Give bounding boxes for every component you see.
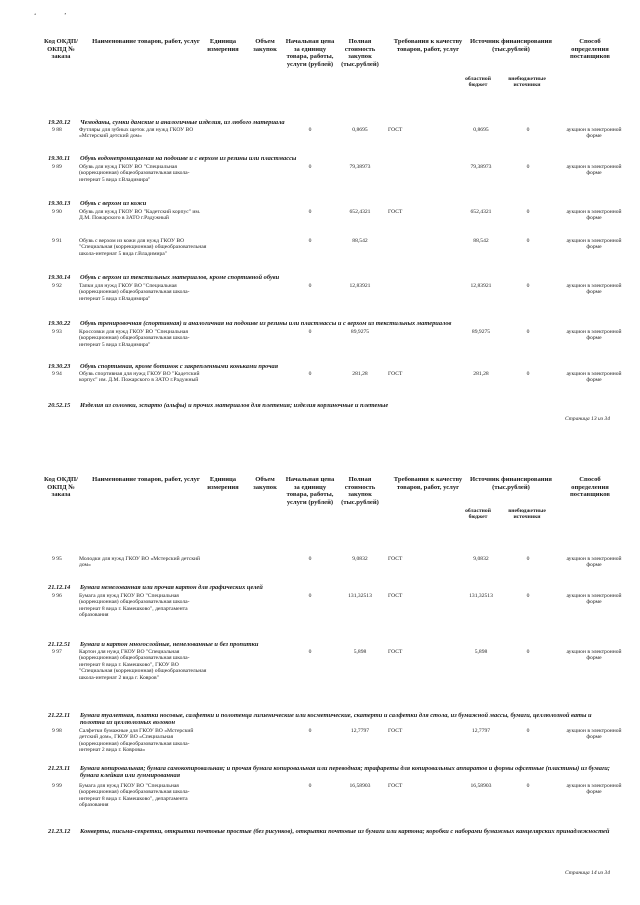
scan-mark-right: ’ [64, 12, 67, 20]
header-method: Способ определения поставщиков [570, 38, 610, 61]
header-code: Код ОКДП/ ОКПД № заказа [44, 38, 78, 61]
header-requirements: Требования к качеству товаров, работ, услуг [393, 38, 463, 53]
header-volume: Объем закупок [253, 38, 277, 53]
header-name: Наименование товаров, работ, услуг [92, 38, 200, 45]
header-method: Способ определения поставщиков [570, 476, 610, 499]
scan-mark-left: ‘ [34, 12, 37, 20]
header-unit: Единица измерения [207, 38, 239, 53]
header-volume: Объем закупок [253, 476, 277, 491]
document-page-13: Код ОКДП/ ОКПД № заказа Наименование товаров, работ, услуг Единица измерения Объем закупок Начальная цена за единицу товара, работы, услуги (рублей) Полная стоимость закупок (тыс.рублей) Требования к качеству товаров, работ, услуг Источник финансирования (тыс.рублей) Способ определения поставщиков областной бюджет внебюджетные источники 19.20.12 Чемоданы, сумки дамские и аналогичные изделия, из любого материала 9 88 Футляры для зубных щеток для нужд ГКОУ ВО «Мстерский детский дом» 0 0,8695 ГОСТ 0,8695 0 аукцион в электронной форме 19.30.11 Обувь водонепроницаемая на подошве и с верхом из резины или пластмассы 9 89 Обувь для нужд ГКОУ ВО "Специальная (коррекционная) общеобразовательная школа-интернат 5 вида г.Владимира" 0 79,38973 79,38973 0 аукцион в электронной форме 19.30.13 Обувь с верхом из кожи 9 90 Обувь для нужд ГКОУ ВО "Кадетский корпус" им. Д.М. Пожарского в ЗАТО г.Радужный 0 652,4321 ГОСТ 652,4321 0 аукцион в электронной форме 9 91 Обувь с верхом из кожи для нужд ГКОУ ВО "Специальная (коррекционная) общеобразовательная школа-интернат 5 вида г.Владимира" 0 88,542 88,542 0 аукцион в электронной форме 19.30.14 Обувь с верхом из текстильных материалов, кроме спортивной обуви 9 92 Тапки для нужд ГКОУ ВО "Специальная (коррекционная) общеобразовательная школа-интернат 5 вида г.Владимира" 0 12,83921 12,83921 0 аукцион в электронной форме 19.30.22 Обувь тренировочная (спортивная) и аналогичная на подошве из резины или пластмассы и с верхом из текстильных материалов 9 93 Кроссовки для нужд ГКОУ ВО "Специальная (коррекционная) общеобразовательная школа-интернат 5 вида г.Владимира" 0 89,9275 89,9275 0 аукцион в электронной форме 19.30.23 Обувь спортивная, кроме ботинок с закрепленными коньками прочая 9 94 Обувь спортивная для нужд ГКОУ ВО "Кадетский корпус" им. Д.М. Пожарского в ЗАТО г.Радужный 0 281,28 ГОСТ 281,28 0 аукцион в электронной форме 20.52.15 Изделия из соломки, эспарто (альфы) и прочих материалов для плетения; изделия корзиночные и плетеные Страница 13 из 34 [0, 0, 640, 430]
header-source: Источник финансирования (тыс.рублей) [470, 38, 552, 53]
header-requirements: Требования к качеству товаров, работ, услуг [393, 476, 463, 491]
page-number: Страница 14 из 34 [564, 870, 610, 876]
header-total: Полная стоимость закупок (тыс.рублей) [341, 38, 379, 68]
header-price: Начальная цена за единицу товара, работы, услуги (рублей) [285, 476, 335, 506]
header-price: Начальная цена за единицу товара, работы, услуги (рублей) [285, 38, 335, 68]
header-total: Полная стоимость закупок (тыс.рублей) [341, 476, 379, 506]
header-source-regional: областной бюджет [465, 508, 491, 521]
header-unit: Единица измерения [207, 476, 239, 491]
document-page-14: Код ОКДП/ ОКПД № заказа Наименование товаров, работ, услуг Единица измерения Объем закупок Начальная цена за единицу товара, работы, услуги (рублей) Полная стоимость закупок (тыс.рублей) Требования к качеству товаров, работ, услуг Источник финансирования (тыс.рублей) Способ определения поставщиков областной бюджет внебюджетные источники 9 95 Молодки для нужд ГКОУ ВО «Мстерский детский дом» 0 9,0832 ГОСТ 9,0832 0 аукцион в электронной форме 21.12.14 Бумага немелованная или прочая картон для графических целей 9 96 Бумага для нужд ГКОУ ВО "Специальная (коррекционная) общеобразовательная школа-интернат 8 вида г. Камешково", департамента образования 0 131,32513 ГОСТ 131,32513 0 аукцион в электронной форме 21.12.51 Бумага и картон многослойные, немелованные и без пропитки 9 97 Картон для нужд ГКОУ ВО "Специальная (коррекционная) общеобразовательная школа-интернат 8 вида г. Камешково", ГКОУ ВО "Специальная (коррекционная) общеобразовательная школа-интернат 2 вида г. Ковров" 0 5,898 ГОСТ 5,898 0 аукцион в электронной форме 21.22.11 Бумага туалетная, платки носовые, салфетки и полотенца гигиенические или косметические, скатерти и салфетки для стола, из бумажной массы, бумаги, целлюлозной ваты и полотна из целлюлозных волокон 9 98 Салфетки бумажные для ГКОУ ВО «Мстерский детский дом», ГКОУ ВО «Специальная (коррекционная) общеобразовательная школа-интернат 2 вида г. Коврова» 0 12,7797 ГОСТ 12,7797 0 аукцион в электронной форме 21.23.11 Бумага копировальная; бумага самокопировальная; и прочая бумага копировальная или переводная; трафареты для копировальных аппаратов и формы офсетные (пластины) из бумаги; бумага клейкая или гуммированная 9 99 Бумага для нужд ГКОУ ВО "Специальная (коррекционная) общеобразовательная школа-интернат 8 вида г. Камешково", департамента образования 0 16,58903 ГОСТ 16,58903 0 аукцион в электронной форме 21.23.12 Конверты, письма-секретки, открытки почтовые простые (без рисунков), открытки почтовые из бумаги или картона; коробки с наборами бумажных канцелярских принадлежностей Страница 14 из 34 [0, 440, 640, 905]
header-source-external: внебюджетные источники [508, 76, 546, 89]
header-source: Источник финансирования (тыс.рублей) [470, 476, 552, 491]
header-name: Наименование товаров, работ, услуг [92, 476, 200, 483]
page-number: Страница 13 из 34 [564, 416, 610, 422]
header-source-regional: областной бюджет [465, 76, 491, 89]
header-source-external: внебюджетные источники [508, 508, 546, 521]
header-code: Код ОКДП/ ОКПД № заказа [44, 476, 78, 499]
